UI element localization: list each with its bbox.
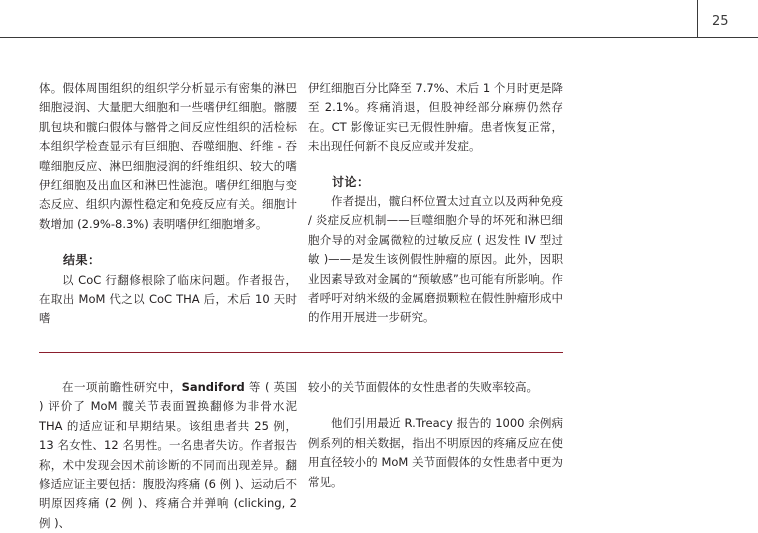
section-divider — [39, 352, 563, 353]
lower-right-column — [308, 378, 563, 492]
lower-left-column — [39, 378, 297, 533]
body-paragraph: 体。假体周围组织的组织学分析显示有密集的淋巴细胞浸润、大量肥大细胞和一些嗜伊红细胞。髂腰肌包块和髋臼假体与髂骨之间反应性组织的活检标本组织学检查显示有巨细胞、吞噬细胞、纤维 - 吞噬细胞反应、淋巴细胞浸润的纤维组织、较大的嗜伊红细胞及出血区和淋巴性滤泡。嗜伊红细胞与变态反应、组织内源性稳定和免疫反应有关。细胞计数增加 (2.9%-8.3%) 表明嗜伊红细胞增多。 — [39, 81, 297, 231]
header-vertical-rule — [697, 0, 698, 38]
paragraph-text: 等 ( 英国 ) 评价了 MoM 髋关节表面置换翻修为非骨水泥 THA 的适应证和早期结果。该组患者共 25 例，13 名女性、12 名男性。一名患者失访。作者报告称，术中发现会因术前诊断的不同而出现差异。翻修适应证主要包括：腹股沟疼痛 (6 例 )、运动后不明原因疼痛 (2 例 )、疼痛合并弹响 (clicking, 2 例 )、 — [39, 380, 298, 530]
paragraph-prefix: 在一项前瞻性研究中， — [62, 380, 182, 394]
body-paragraph: 较小的关节面假体的女性患者的失败率较高。 — [308, 380, 538, 394]
header-rule — [0, 37, 758, 38]
discussion-heading: 讨论： — [332, 174, 370, 189]
results-heading: 结果： — [63, 253, 101, 268]
author-name: Sandiford — [181, 380, 245, 394]
page-number: 25 — [712, 14, 729, 29]
discussion-paragraph: 作者提出，髋臼杯位置太过直立以及两种免疫 / 炎症反应机制——巨噬细胞介导的坏死和淋巴细胞介导的对金属微粒的过敏反应 ( 迟发性 IV 型过敏 )——是发生该例假性肿瘤的原因。此外，因职业因素导致对金属的“预敏感”也可能有所影响。作者呼吁对纳米级的金属磨损颗粒在假性肿瘤形成中的作用开展进一步研究。 — [308, 194, 563, 325]
body-paragraph: 伊红细胞百分比降至 7.7%、术后 1 个月时更是降至 2.1%。疼痛消退，但股神经部分麻痹仍然存在。CT 影像证实已无假性肿瘤。患者恢复正常，未出现任何新不良反应或并发症。 — [308, 81, 563, 154]
upper-right-column — [308, 79, 563, 328]
results-paragraph: 以 CoC 行翻修根除了临床问题。作者报告，在取出 MoM 代之以 CoC THA 后，术后 10 天时嗜 — [39, 272, 297, 326]
study-paragraph — [39, 378, 297, 533]
body-paragraph: 他们引用最近 R.Treacy 报告的 1000 余例病例系列的相关数据，指出不明原因的疼痛反应在使用直径较小的 MoM 关节面假体的女性患者中更为常见。 — [308, 416, 563, 489]
upper-left-column — [39, 79, 297, 329]
